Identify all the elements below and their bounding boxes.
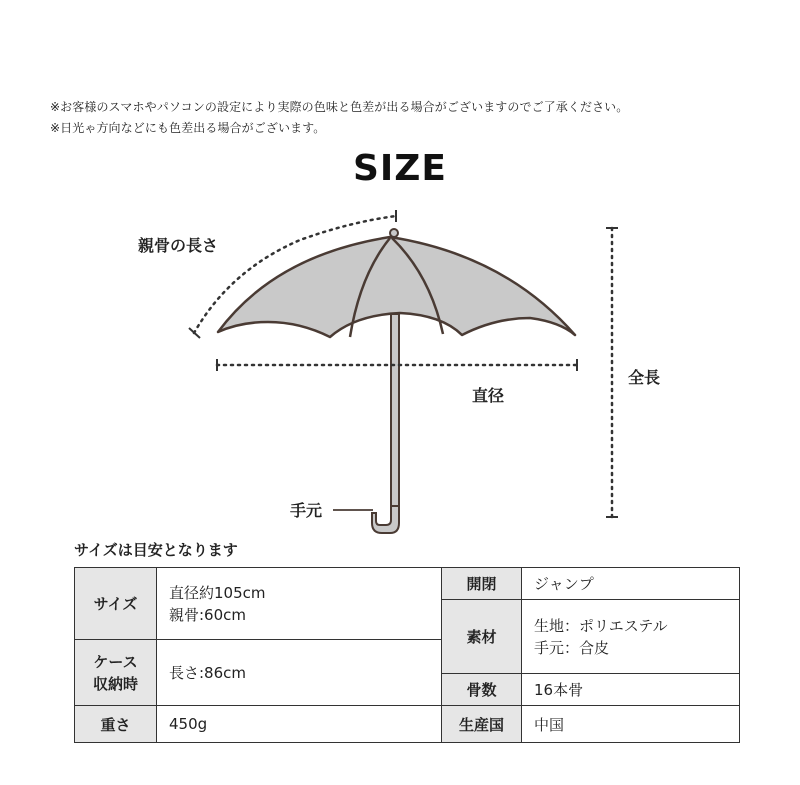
header-rib-count: 骨数 bbox=[442, 674, 522, 706]
value-material bbox=[522, 600, 740, 674]
table-row bbox=[75, 706, 740, 743]
header-case bbox=[75, 640, 157, 706]
value-weight: 450g bbox=[157, 706, 442, 743]
total-length-label: 全長 bbox=[628, 368, 661, 387]
spec-table bbox=[74, 567, 740, 743]
handle-label: 手元 bbox=[290, 501, 323, 520]
header-weight: 重さ bbox=[75, 706, 157, 743]
table-row bbox=[75, 568, 740, 600]
value-size bbox=[157, 568, 442, 640]
header-size: サイズ bbox=[75, 568, 157, 640]
header-case-line2: 収納時 bbox=[92, 674, 138, 693]
value-size-diameter: 直径約105cm bbox=[169, 583, 266, 602]
umbrella-shaft bbox=[391, 314, 399, 508]
value-material-fabric: 生地：ポリエステル bbox=[534, 616, 668, 635]
disclaimer-note-sunlight: ※日光ゃ方向などにも色差出る場合がございます。 bbox=[50, 121, 326, 135]
diameter-label: 直径 bbox=[472, 386, 505, 405]
value-origin: 中国 bbox=[522, 706, 740, 743]
disclaimer-note-color: ※お客様のスマホやパソコンの設定により実際の色味と色差が出る場合がございますのでご了承ください。 bbox=[50, 100, 629, 114]
table-caption: サイズは目安となります bbox=[74, 541, 238, 559]
rib-length-label: 親骨の長さ bbox=[138, 236, 219, 255]
header-case-line1: ケース bbox=[93, 652, 138, 671]
value-material-handle: 手元：合皮 bbox=[534, 638, 610, 657]
value-case-length: 長さ:86cm bbox=[157, 640, 442, 706]
header-origin: 生産国 bbox=[442, 706, 522, 743]
rib-length-tick-left bbox=[189, 328, 200, 338]
umbrella-handle bbox=[372, 506, 399, 533]
page-title: SIZE bbox=[352, 148, 448, 189]
value-open-close: ジャンプ bbox=[522, 568, 740, 600]
value-rib-count: 16本骨 bbox=[522, 674, 740, 706]
header-open-close: 開閉 bbox=[442, 568, 522, 600]
value-size-rib: 親骨:60cm bbox=[169, 605, 246, 624]
umbrella-tip bbox=[390, 229, 398, 237]
header-material: 素材 bbox=[442, 600, 522, 674]
